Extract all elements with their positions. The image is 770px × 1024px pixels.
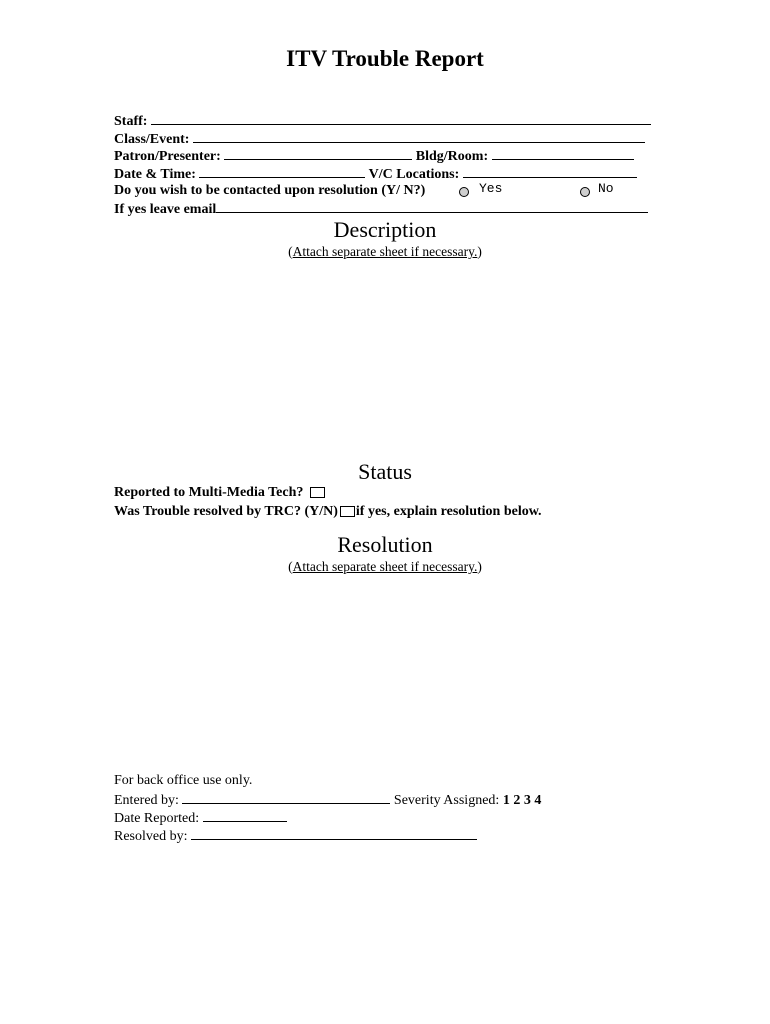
description-heading: Description [333, 217, 437, 242]
note-open: ( [288, 244, 293, 259]
entered-by-row [114, 791, 541, 809]
resolution-note-text: Attach separate sheet if necessary. [292, 559, 478, 574]
patron-row [114, 147, 634, 165]
yes-radio[interactable] [459, 187, 469, 197]
description-note [0, 244, 770, 260]
reported-row [114, 485, 325, 501]
resolved-row [114, 504, 542, 520]
vc-locations-field[interactable] [463, 165, 637, 178]
no-radio[interactable] [580, 187, 590, 197]
staff-label: Staff: [114, 114, 148, 129]
entered-by-field[interactable] [182, 791, 390, 804]
note-open: ( [288, 559, 293, 574]
resolution-note [0, 559, 770, 575]
class-event-field[interactable] [193, 130, 645, 143]
bldg-room-field[interactable] [492, 147, 634, 160]
no-label: No [598, 181, 614, 196]
reported-label: Reported to Multi-Media Tech? [114, 485, 304, 500]
class-event-row [114, 130, 645, 148]
contact-question: Do you wish to be contacted upon resolution (Y/ N?) [114, 183, 426, 198]
yes-label: Yes [479, 181, 503, 196]
vc-locations-label: V/C Locations: [368, 167, 460, 182]
page-title: ITV Trouble Report [286, 46, 484, 71]
description-note-text: Attach separate sheet if necessary. [292, 244, 478, 259]
bldg-room-label: Bldg/Room: [415, 149, 489, 164]
patron-presenter-label: Patron/Presenter: [114, 149, 221, 164]
entered-by-label: Entered by: [114, 793, 179, 808]
resolved-label: Was Trouble resolved by TRC? (Y/N) [114, 504, 338, 519]
patron-presenter-field[interactable] [224, 147, 412, 160]
resolution-heading: Resolution [337, 532, 433, 557]
resolved-by-row [114, 827, 477, 845]
date-reported-label: Date Reported: [114, 811, 200, 826]
resolved-by-field[interactable] [191, 827, 477, 840]
date-time-field[interactable] [199, 165, 365, 178]
severity-label: Severity Assigned: [393, 793, 500, 808]
date-row [114, 165, 637, 183]
staff-field[interactable] [151, 112, 651, 125]
email-label: If yes leave email [114, 202, 217, 217]
email-field[interactable] [216, 200, 648, 213]
staff-row [114, 112, 651, 130]
resolved-checkbox[interactable] [340, 506, 355, 517]
class-event-label: Class/Event: [114, 132, 190, 147]
note-close: ) [477, 244, 482, 259]
email-row [114, 200, 648, 218]
date-reported-row [114, 809, 287, 827]
resolved-instruction: if yes, explain resolution below. [355, 504, 542, 519]
resolved-by-label: Resolved by: [114, 829, 188, 844]
status-heading: Status [358, 459, 412, 484]
reported-checkbox[interactable] [310, 487, 325, 498]
date-reported-field[interactable] [203, 809, 287, 822]
note-close: ) [477, 559, 482, 574]
date-time-label: Date & Time: [114, 167, 196, 182]
severity-values[interactable]: 1 2 3 4 [502, 793, 542, 808]
back-office-intro: For back office use only. [114, 773, 253, 788]
